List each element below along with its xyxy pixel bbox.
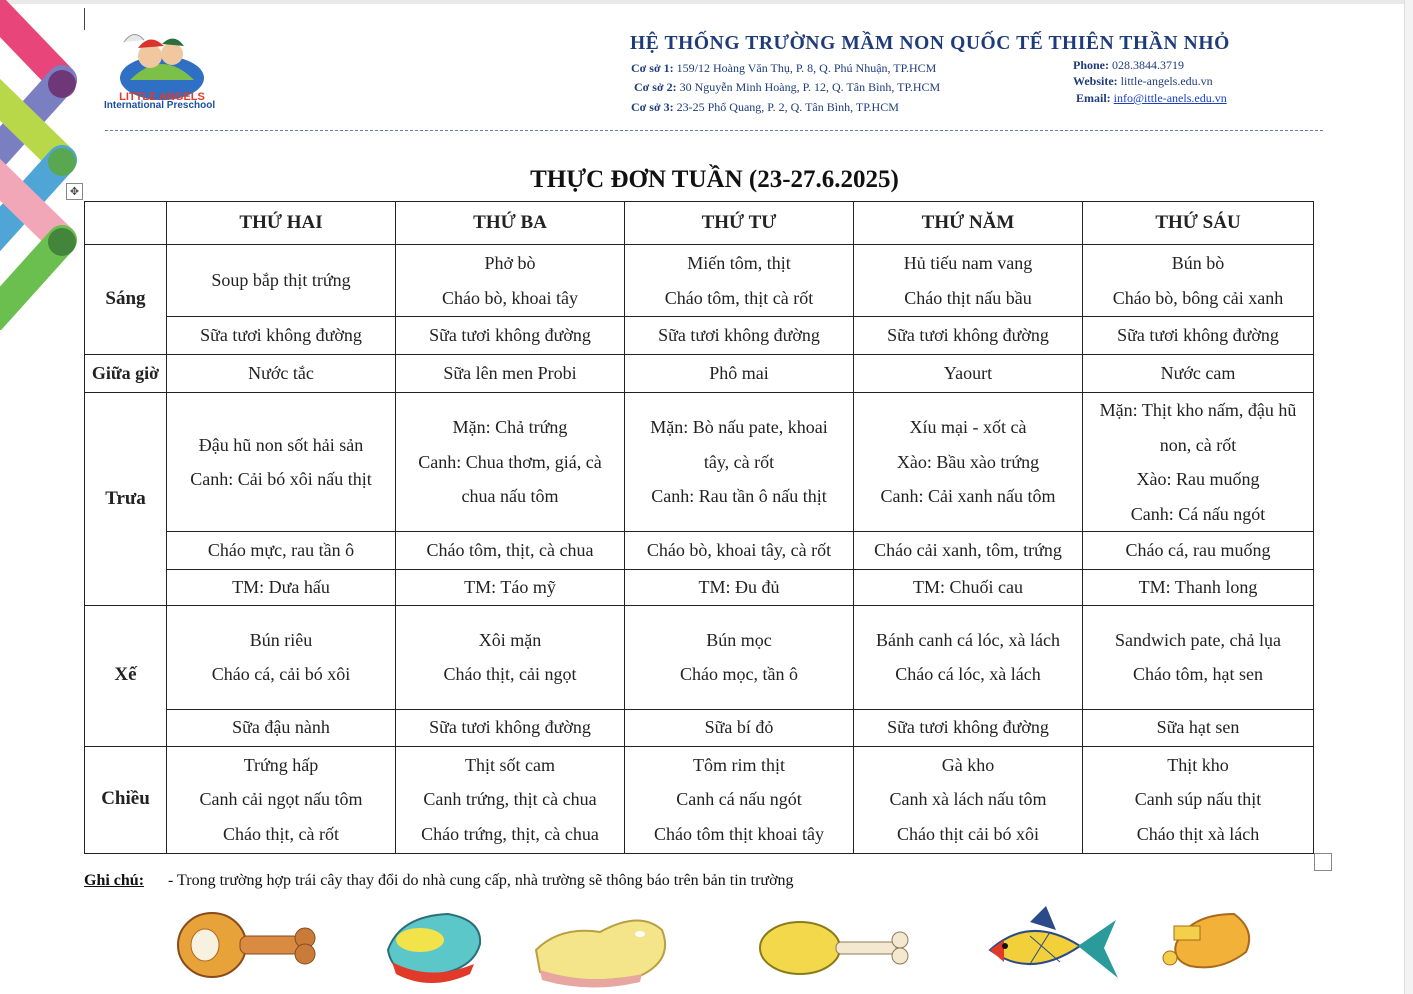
menu-cell[interactable] [167, 393, 396, 532]
note-label: Ghi chú: [84, 872, 145, 889]
day-header: THỨ BA [396, 202, 625, 245]
menu-line: Canh xà lách nấu tôm [889, 789, 1047, 810]
menu-cell[interactable] [625, 393, 854, 532]
menu-cell[interactable]: Sữa đậu nành [167, 709, 396, 746]
menu-cell[interactable] [167, 746, 396, 853]
menu-line: Xào: Bầu xào trứng [896, 451, 1040, 472]
meal-label: Sáng [85, 245, 167, 355]
menu-line: Cháo bò, bông cải xanh [1112, 287, 1284, 308]
phone-value: 028.3844.3719 [1112, 58, 1184, 72]
menu-cell[interactable]: TM: Táo mỹ [396, 570, 625, 606]
menu-line: Cháo tôm, thịt cà rốt [664, 287, 814, 308]
menu-cell[interactable] [396, 393, 625, 532]
menu-line: Cháo cá, cải bó xôi [211, 664, 351, 684]
menu-line: Hủ tiếu nam vang [903, 253, 1033, 273]
campus-3 [631, 100, 899, 115]
menu-line: Cháo tôm thịt khoai tây [654, 823, 824, 844]
menu-cell[interactable] [1083, 245, 1314, 317]
table-resize-handle-icon[interactable] [1314, 853, 1332, 871]
menu-line: Trứng hấp [243, 754, 319, 775]
menu-cell[interactable] [854, 245, 1083, 317]
menu-line: Bún bò [1171, 253, 1225, 273]
meat-slice-icon [536, 920, 665, 987]
day-header: THỨ TƯ [625, 202, 854, 245]
menu-line: Bánh canh cá lóc, xà lách [876, 629, 1060, 650]
menu-line: Mặn: Bò nấu pate, khoai [650, 417, 828, 438]
contact-phone [1073, 58, 1184, 73]
menu-line: Cháo cá lóc, xà lách [895, 664, 1041, 684]
menu-cell[interactable] [625, 245, 854, 317]
school-name: HỆ THỐNG TRƯỜNG MẦM NON QUỐC TẾ THIÊN THẦN NHỎ [630, 33, 1230, 54]
email-link[interactable]: info@ittle-anels.edu.vn [1113, 91, 1227, 105]
menu-cell[interactable] [396, 605, 625, 709]
menu-line: Canh: Cải xanh nấu tôm [880, 486, 1056, 507]
menu-cell[interactable]: Sữa lên men Probi [396, 355, 625, 393]
menu-line: Cháo thịt, cải ngọt [443, 664, 577, 684]
menu-cell[interactable]: Sữa tươi không đường [167, 317, 396, 355]
menu-line: Canh: Cá nấu ngót [1130, 503, 1266, 524]
menu-line: Canh súp nấu thịt [1134, 789, 1262, 810]
header-divider [105, 130, 1323, 131]
phone-label: Phone: [1073, 58, 1109, 72]
menu-line: Bún riêu [249, 629, 313, 650]
table-move-handle-icon[interactable]: ✥ [66, 183, 83, 200]
menu-cell[interactable]: Sữa tươi không đường [1083, 317, 1314, 355]
menu-line: Canh: Chua thơm, giá, cà [418, 451, 602, 472]
menu-cell[interactable] [854, 393, 1083, 532]
campus-label: Cơ sở 2: [634, 80, 677, 94]
campus-1 [631, 61, 936, 76]
day-header: THỨ NĂM [854, 202, 1083, 245]
menu-line: chua nấu tôm [461, 486, 559, 507]
menu-cell[interactable]: Sữa tươi không đường [625, 317, 854, 355]
menu-cell[interactable]: Sữa tươi không đường [396, 709, 625, 746]
chieu-row [85, 746, 1314, 853]
menu-cell[interactable] [167, 605, 396, 709]
menu-line: Xôi mặn [478, 629, 542, 650]
menu-cell[interactable]: Cháo bò, khoai tây, cà rốt [625, 532, 854, 570]
menu-line: Xào: Rau muống [1136, 469, 1260, 489]
menu-cell[interactable]: TM: Thanh long [1083, 570, 1314, 606]
xe-main-row [85, 605, 1314, 709]
decorative-stripes [0, 0, 90, 330]
meal-label: Trưa [85, 393, 167, 606]
fish-icon [990, 906, 1118, 978]
weekly-menu-table [84, 201, 1314, 854]
campus-address: 30 Nguyễn Minh Hoàng, P. 12, Q. Tân Bình, TP.HCM [679, 80, 941, 94]
menu-cell[interactable] [625, 605, 854, 709]
menu-line: Gà kho [941, 754, 995, 775]
menu-cell[interactable]: Sữa tươi không đường [396, 317, 625, 355]
steak-icon [388, 914, 480, 983]
menu-cell[interactable]: Cháo cải xanh, tôm, trứng [854, 532, 1083, 570]
menu-line: Sandwich pate, chả lụa [1115, 629, 1281, 650]
menu-line: Cháo bò, khoai tây [442, 287, 578, 308]
logo-wordmark: LITTLE ANGELS [119, 91, 205, 103]
menu-cell[interactable] [167, 245, 396, 317]
chicken-drumstick-icon [760, 922, 908, 974]
menu-line: Phở bò [484, 253, 536, 273]
menu-cell[interactable]: Sữa tươi không đường [854, 317, 1083, 355]
xe-milk-row [85, 709, 1314, 746]
trua-porridge-row [85, 532, 1314, 570]
menu-cell[interactable]: Sữa hạt sen [1083, 709, 1314, 746]
menu-line: Miến tôm, thịt [687, 253, 791, 273]
website-label: Website: [1073, 74, 1118, 88]
sang-milk-row [85, 317, 1314, 355]
email-label: Email: [1076, 91, 1111, 105]
contact-email [1076, 91, 1227, 106]
menu-line: Xíu mại - xốt cà [909, 417, 1027, 438]
meal-label: Chiều [85, 746, 167, 853]
campus-address: 159/12 Hoàng Văn Thụ, P. 8, Q. Phú Nhuận, TP.HCM [676, 61, 937, 75]
menu-cell[interactable] [1083, 605, 1314, 709]
menu-line: Soup bắp thịt trứng [211, 270, 351, 291]
roast-chicken-icon [1163, 914, 1249, 967]
trua-main-row [85, 393, 1314, 532]
menu-line: non, cà rốt [1159, 434, 1237, 455]
menu-line: Canh cải ngọt nấu tôm [199, 789, 363, 810]
menu-line: Bún mọc [706, 629, 772, 650]
sang-main-row [85, 245, 1314, 317]
menu-cell[interactable] [1083, 393, 1314, 532]
menu-line: Canh: Rau tần ô nấu thịt [651, 486, 827, 507]
menu-cell[interactable]: TM: Đu đủ [625, 570, 854, 606]
menu-cell[interactable]: TM: Dưa hấu [167, 570, 396, 606]
campus-label: Cơ sở 1: [631, 61, 674, 75]
menu-cell[interactable]: Phô mai [625, 355, 854, 393]
menu-cell[interactable]: Sữa bí đỏ [625, 709, 854, 746]
menu-cell[interactable]: Cháo tôm, thịt, cà chua [396, 532, 625, 570]
contact-website [1073, 74, 1213, 89]
menu-line: Cháo tôm, hạt sen [1133, 664, 1263, 684]
menu-line: Cháo thịt nấu bầu [904, 287, 1032, 308]
food-illustrations [0, 900, 1413, 994]
campus-2 [634, 80, 940, 95]
menu-line: Canh cá nấu ngót [676, 789, 802, 810]
day-header: THỨ SÁU [1083, 202, 1314, 245]
page-scroll-edge[interactable] [1404, 0, 1413, 994]
campus-label: Cơ sở 3: [631, 100, 674, 114]
menu-line: Mặn: Chả trứng [452, 417, 568, 438]
menu-cell[interactable]: Nước tắc [167, 355, 396, 393]
menu-cell[interactable] [625, 746, 854, 853]
menu-title: THỰC ĐƠN TUẦN (23-27.6.2025) [530, 166, 899, 193]
menu-cell[interactable]: Yaourt [854, 355, 1083, 393]
menu-line: Cháo thịt, cà rốt [223, 823, 339, 844]
menu-line: Tôm rim thịt [693, 754, 785, 775]
day-header: THỨ HAI [167, 202, 396, 245]
trua-fruit-row [85, 570, 1314, 606]
meal-label: Giữa giờ [85, 355, 167, 393]
menu-line: Mặn: Thịt kho nấm, đậu hũ [1099, 400, 1297, 420]
menu-line: Cháo thịt xà lách [1136, 823, 1260, 844]
menu-line: Thịt kho [1167, 754, 1229, 775]
menu-cell[interactable] [854, 746, 1083, 853]
menu-cell[interactable]: Nước cam [1083, 355, 1314, 393]
menu-cell[interactable] [396, 245, 625, 317]
window-top-border [0, 0, 1413, 4]
menu-line: Canh: Cải bó xôi nấu thịt [190, 469, 372, 489]
giua-gio-row [85, 355, 1314, 393]
menu-cell[interactable] [1083, 746, 1314, 853]
campus-address: 23-25 Phổ Quang, P. 2, Q. Tân Bình, TP.HCM [676, 100, 899, 114]
note [84, 872, 794, 890]
logo-subtitle: International Preschool [104, 100, 216, 111]
menu-cell[interactable]: Cháo cá, rau muống [1083, 532, 1314, 570]
corner-cell [85, 202, 167, 245]
menu-line: Canh trứng, thịt cà chua [423, 789, 597, 810]
menu-cell[interactable]: Cháo mực, rau tần ô [167, 532, 396, 570]
menu-cell[interactable] [396, 746, 625, 853]
table-header-row [85, 202, 1314, 245]
website-value: little-angels.edu.vn [1120, 74, 1213, 88]
note-text: - Trong trường hợp trái cây thay đổi do nhà cung cấp, nhà trường sẽ thông báo trên bản tin trường [168, 872, 794, 889]
menu-line: Cháo mọc, tần ô [680, 664, 798, 684]
meal-label: Xế [85, 605, 167, 746]
menu-line: Đậu hũ non sốt hải sản [198, 434, 364, 455]
menu-cell[interactable]: Sữa tươi không đường [854, 709, 1083, 746]
menu-cell[interactable] [854, 605, 1083, 709]
menu-cell[interactable]: TM: Chuối cau [854, 570, 1083, 606]
ham-leg-icon [178, 913, 315, 977]
menu-line: Cháo thịt cải bó xôi [897, 823, 1039, 844]
menu-line: tây, cà rốt [703, 451, 775, 472]
menu-line: Cháo trứng, thịt, cà chua [421, 823, 599, 844]
menu-line: Thịt sốt cam [465, 754, 555, 775]
